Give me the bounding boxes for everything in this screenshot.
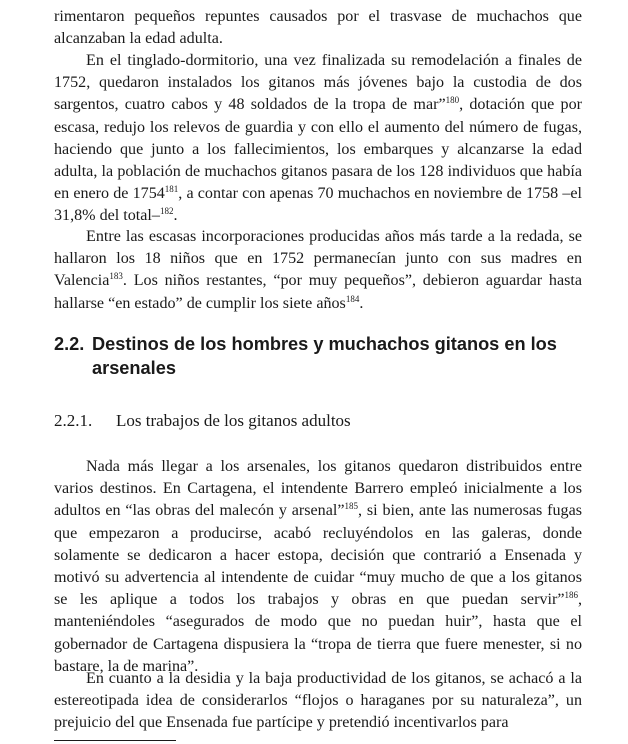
section-title-line1: Destinos de los hombres y muchachos gitanos en los (92, 334, 557, 354)
paragraph-text: . (359, 294, 364, 312)
subsection-heading (54, 409, 351, 433)
paragraph-tinglado (54, 50, 582, 228)
paragraph-incorporaciones (54, 226, 582, 315)
paragraph-text: rimentaron pequeños repuntes causados por el trasvase de muchachos que alcanzaban la edad adulta. (54, 8, 582, 48)
footnote-ref-181[interactable]: 181 (164, 184, 179, 195)
paragraph-text: En cuanto a la desidia y la baja productividad de los gitanos, se achacó a la estereotipada idea de considerarlos “flojos o haraganes por su naturaleza”, un prejuicio del que Ensenada fue partícipe y pretendió incentivarlos para (54, 670, 582, 732)
paragraph-text: Entre las escasas incorporaciones producidas años más tarde a la redada, se hallaron los 18 niños que en 1752 permanecían junto con sus madres en Valencia (54, 228, 582, 290)
paragraph-text: , dotación que por escasa, redujo los relevos de guardia y con ello el aumento del número de fugas, haciendo que junto a los fallecimientos, los embarques y alcanzarse la edad adulta, la población de muchachos gitanos pasara de los 128 individuos que había en enero de 1754 (54, 96, 582, 203)
paragraph-text: En el tinglado-dormitorio, una vez finalizada su remodelación a finales de 1752, quedaron instalados los gitanos más jóvenes bajo la custodia de dos sargentos, cuatro cabos y 48 soldados de la tropa de mar” (54, 52, 582, 114)
paragraph-text: , manteniéndoles “asegurados de modo que no puedan huir”, hasta que el gobernador de Cartagena dispusiera la “tropa de tierra que fuere menester, si no bastare, la de marina”. (54, 591, 582, 675)
paragraph-text: , si bien, ante las numerosas fugas que empezaron a producirse, acabó recluyéndolos en las galeras, donde solamente se dedicaron a hacer estopa, decisión que contrarió a Ensenada y motivó su advertencia al intendente de cuidar “muy mucho de que a los gitanos se les aplique a todos los trabajos y obras en que puedan servir” (54, 502, 582, 609)
paragraph-text: Nada más llegar a los arsenales, los gitanos quedaron distribuidos entre varios destinos. En Cartagena, el intendente Barrero empleó inicialmente a los adultos en “las obras del malecón y arsenal” (54, 458, 582, 520)
footnote-ref-183[interactable]: 183 (109, 271, 123, 282)
subsection-number: 2.2.1. (54, 411, 93, 430)
footnote-separator (54, 740, 176, 741)
subsection-title: Los trabajos de los gitanos adultos (116, 411, 351, 430)
paragraph-continuation (54, 6, 582, 50)
footnote-ref-185[interactable]: 185 (344, 501, 358, 512)
paragraph-arsenales (54, 456, 582, 678)
footnote-ref-182[interactable]: 182 (159, 206, 174, 217)
section-heading (54, 332, 582, 380)
paragraph-text: , a contar con apenas 70 muchachos en noviembre de 1758 –el 31,8% del total– (54, 185, 582, 225)
section-number: 2.2. (54, 334, 85, 354)
footnote-ref-186[interactable]: 186 (564, 590, 578, 601)
paragraph-text: . Los niños restantes, “por muy pequeños”, debieron aguardar hasta hallarse “en estado” de cumplir los siete años (54, 272, 582, 312)
section-title-line2: arsenales (92, 358, 176, 378)
paragraph-text: . (173, 207, 178, 225)
paragraph-desidia (54, 668, 582, 735)
footnote-ref-180[interactable]: 180 (445, 95, 460, 106)
footnote-ref-184[interactable]: 184 (345, 293, 360, 304)
